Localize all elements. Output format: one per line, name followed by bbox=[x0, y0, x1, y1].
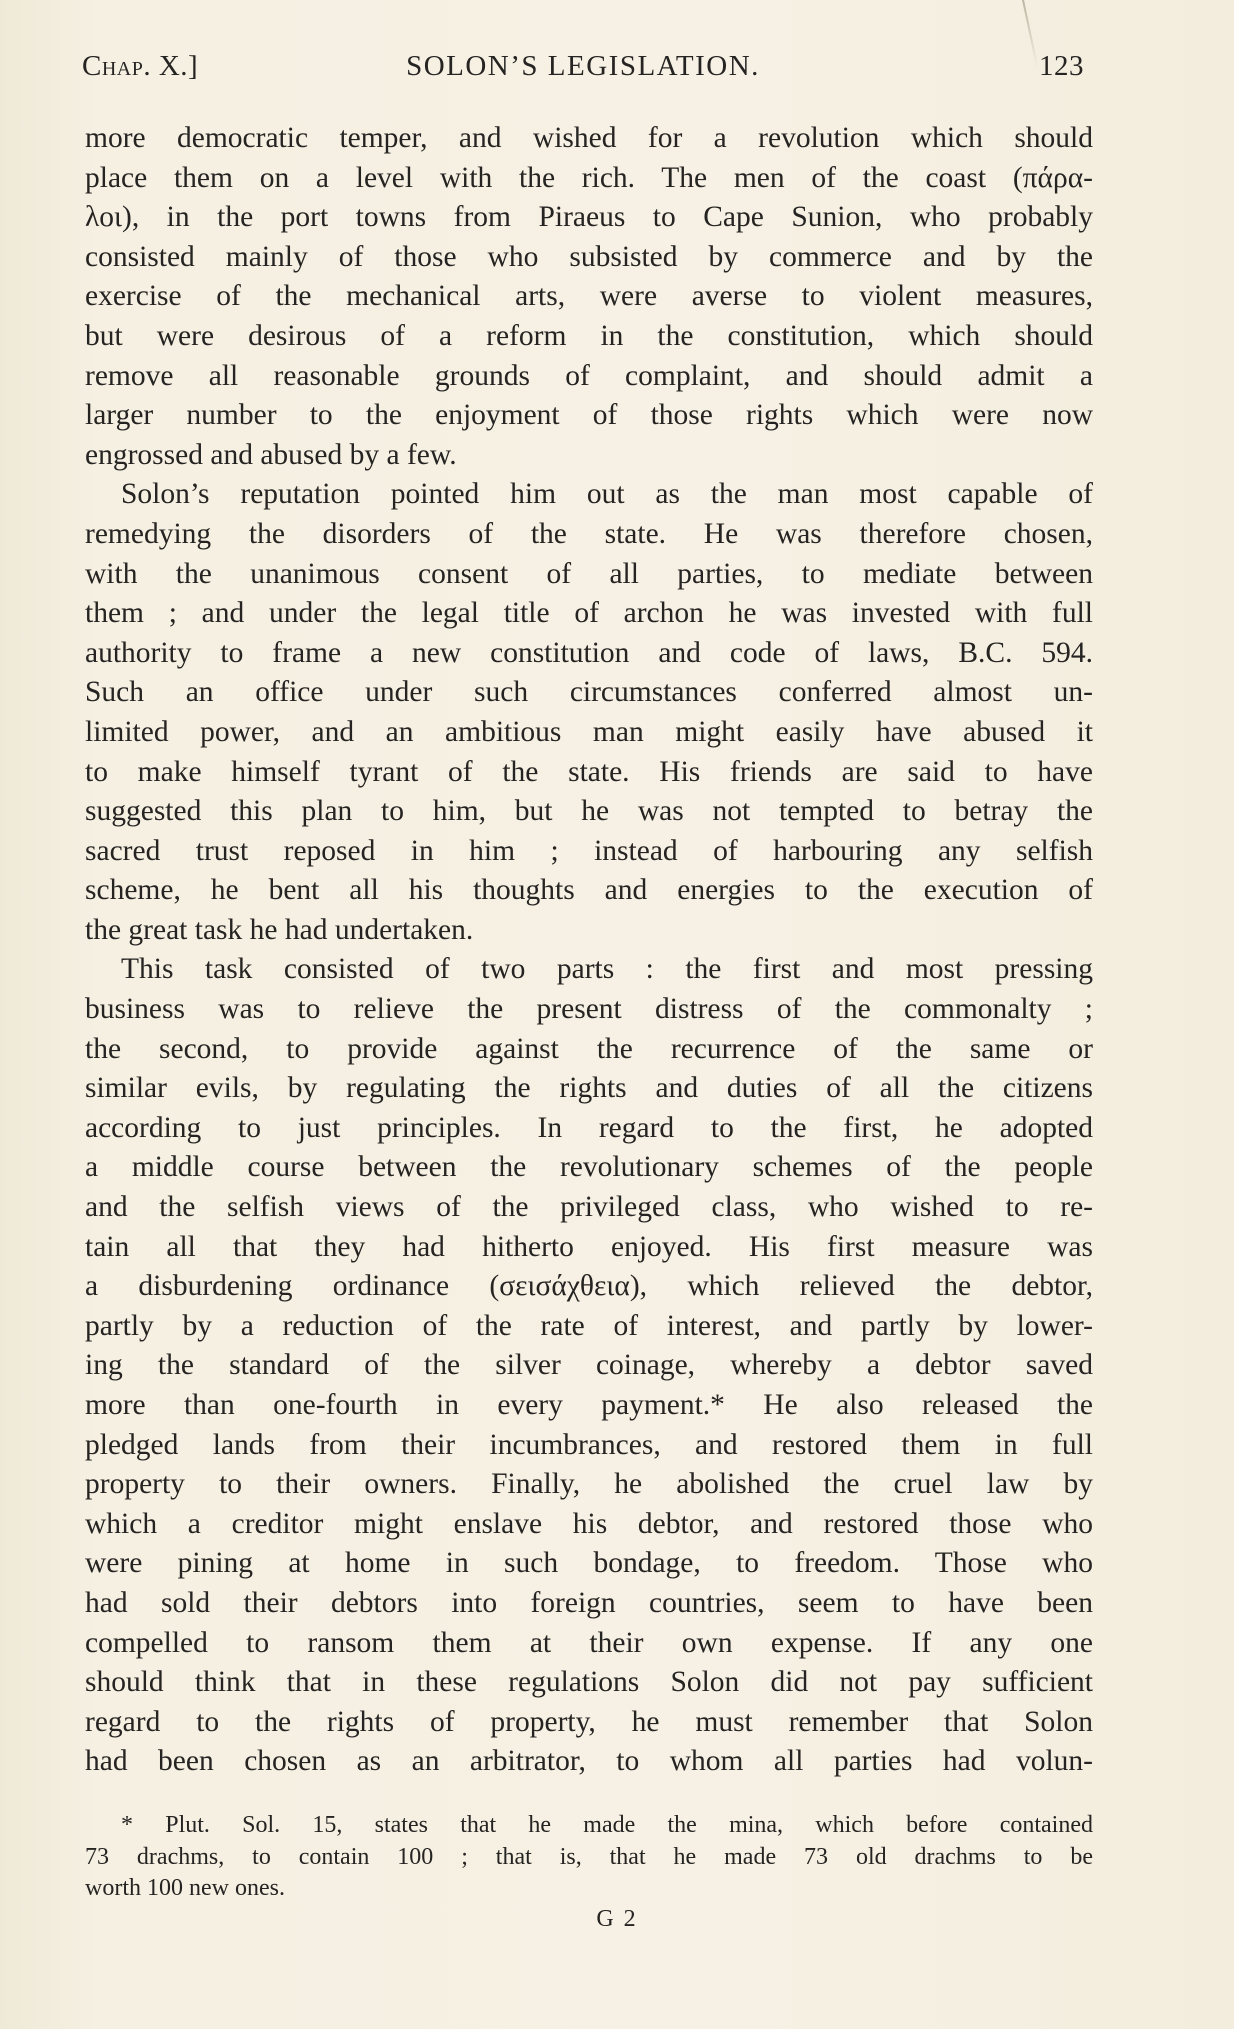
text-line: larger number to the enjoyment of those rights which were now bbox=[85, 399, 1093, 432]
text-line: This task consisted of two parts : the first and most pressing bbox=[121, 953, 1093, 986]
text-line: compelled to ransom them at their own expense. If any one bbox=[85, 1626, 1093, 1659]
text-line: partly by a reduction of the rate of interest, and partly by lower- bbox=[85, 1309, 1093, 1342]
text-line: sacred trust reposed in him ; instead of harbouring any selfish bbox=[85, 834, 1093, 867]
text-line: property to their owners. Finally, he abolished the cruel law by bbox=[85, 1468, 1093, 1501]
text-line: had sold their debtors into foreign countries, seem to have been bbox=[85, 1586, 1093, 1619]
text-line: remove all reasonable grounds of complaint, and should admit a bbox=[85, 359, 1093, 392]
text-line: place them on a level with the rich. The men of the coast (πάρα- bbox=[85, 161, 1093, 194]
text-line: them ; and under the legal title of archon he was invested with full bbox=[85, 597, 1093, 630]
footnote bbox=[85, 1810, 1093, 1905]
chapter-label: Chap. X.] bbox=[82, 50, 199, 82]
text-line: remedying the disorders of the state. He was therefore chosen, bbox=[85, 517, 1093, 550]
text-line: but were desirous of a reform in the constitution, which should bbox=[85, 319, 1093, 352]
text-line: Such an office under such circumstances conferred almost un- bbox=[85, 676, 1093, 709]
text-line: exercise of the mechanical arts, were averse to violent measures, bbox=[85, 280, 1093, 313]
text-line: should think that in these regulations Solon did not pay sufficient bbox=[85, 1666, 1093, 1699]
text-line: which a creditor might enslave his debtor, and restored those who bbox=[85, 1507, 1093, 1540]
text-line: λοι), in the port towns from Piraeus to Cape Sunion, who probably bbox=[85, 201, 1093, 234]
signature-mark: G 2 bbox=[596, 1906, 638, 1932]
text-line: the second, to provide against the recurrence of the same or bbox=[85, 1032, 1093, 1065]
text-line: authority to frame a new constitution and code of laws, B.C. 594. bbox=[85, 636, 1093, 669]
body-text bbox=[85, 119, 1093, 1782]
text-line: to make himself tyrant of the state. His friends are said to have bbox=[85, 755, 1093, 788]
text-line: scheme, he bent all his thoughts and energies to the execution of bbox=[85, 874, 1093, 907]
footnote-line: * Plut. Sol. 15, states that he made the mina, which before contained bbox=[121, 1812, 1093, 1838]
text-line: tain all that they had hitherto enjoyed. His first measure was bbox=[85, 1230, 1093, 1263]
text-line: limited power, and an ambitious man might easily have abused it bbox=[85, 715, 1093, 748]
text-line: business was to relieve the present distress of the commonalty ; bbox=[85, 993, 1093, 1026]
text-line: a middle course between the revolutionary schemes of the people bbox=[85, 1151, 1093, 1184]
text-line: a disburdening ordinance (σεισάχθεια), which relieved the debtor, bbox=[85, 1270, 1093, 1303]
text-line: engrossed and abused by a few. bbox=[85, 438, 457, 471]
text-line: more democratic temper, and wished for a revolution which should bbox=[85, 122, 1093, 154]
footnote-line: worth 100 new ones. bbox=[85, 1875, 285, 1901]
text-line: similar evils, by regulating the rights and duties of all the citizens bbox=[85, 1072, 1093, 1105]
text-line: were pining at home in such bondage, to freedom. Those who bbox=[85, 1547, 1093, 1580]
text-line: regard to the rights of property, he must remember that Solon bbox=[85, 1705, 1093, 1738]
text-line: and the selfish views of the privileged class, who wished to re- bbox=[85, 1191, 1093, 1224]
text-line: pledged lands from their incumbrances, and restored them in full bbox=[85, 1428, 1093, 1461]
running-header bbox=[82, 50, 1084, 90]
text-line: consisted mainly of those who subsisted by commerce and by the bbox=[85, 240, 1093, 273]
text-line: had been chosen as an arbitrator, to whom all parties had volun- bbox=[85, 1745, 1093, 1778]
running-title: SOLON’S LEGISLATION. bbox=[406, 50, 760, 82]
text-line: ing the standard of the silver coinage, whereby a debtor saved bbox=[85, 1349, 1093, 1382]
text-line: suggested this plan to him, but he was not tempted to betray the bbox=[85, 795, 1093, 828]
text-line: more than one-fourth in every payment.* He also released the bbox=[85, 1389, 1093, 1421]
text-line: the great task he had undertaken. bbox=[85, 913, 474, 946]
footnote-line: 73 drachms, to contain 100 ; that is, that he made 73 old drachms to be bbox=[85, 1843, 1093, 1870]
page-number: 123 bbox=[1039, 50, 1084, 82]
text-line: according to just principles. In regard to the first, he adopted bbox=[85, 1111, 1093, 1144]
text-line: with the unanimous consent of all parties, to mediate between bbox=[85, 557, 1093, 590]
text-line: Solon’s reputation pointed him out as the man most capable of bbox=[121, 478, 1093, 511]
